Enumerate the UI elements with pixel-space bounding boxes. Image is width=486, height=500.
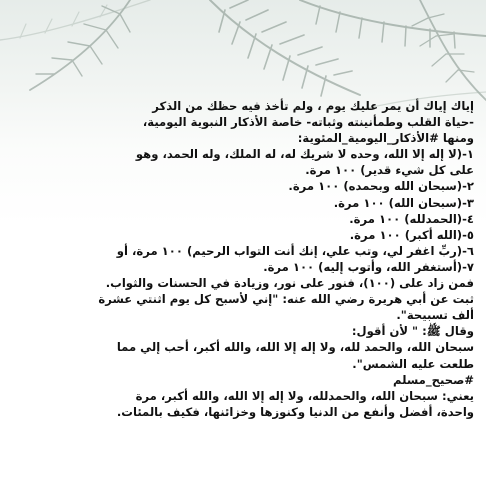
post-line: -حياة القلب وطمأنينته وثباته- خاصة الأذكار النبوية اليومية، bbox=[142, 115, 474, 130]
post-line: طلعت عليه الشمس". bbox=[352, 356, 474, 371]
post-line: إياك إياك أن يمر عليك يوم ، ولم تأخذ فيه حظك من الذكر bbox=[152, 99, 474, 113]
post-line: ٧-(أستغفر الله، وأتوب إليه) ١٠٠ مرة. bbox=[263, 259, 474, 274]
post-line: ٦-(ربِّ اغفر لي، وتب علي، إنك أنت التواب الرحيم) ١٠٠ مرة، أو bbox=[116, 243, 474, 258]
post-line: يعني: سبحان الله، والحمدلله، ولا إله إلا الله، والله أكبر، مرة bbox=[135, 388, 474, 403]
post-text bbox=[8, 98, 474, 420]
post-line: ثبت عن أبي هريرة رضي الله عنه: "إني لأسبح كل يوم اثنتي عشرة bbox=[98, 292, 474, 307]
post-line: وقال ﷺ: " لأن أقول: bbox=[351, 324, 474, 339]
post-line: واحدة، أفضل وأنفع من الدنيا وكنوزها وخزائنها، فكيف بالمئات. bbox=[116, 404, 474, 419]
post-line: ألف تسبيحة". bbox=[396, 308, 474, 323]
post-line: سبحان الله، والحمد لله، ولا إله إلا الله، والله أكبر، أحب إلي مما bbox=[116, 340, 474, 355]
post-line: فمن زاد على (١٠٠)، فنور على نور، وزيادة في الحسنات والثواب. bbox=[105, 276, 474, 291]
post-line: ومنها #الأذكار_اليومية_المئوية: bbox=[297, 131, 474, 146]
post-line: ٥-(الله أكبر) ١٠٠ مرة. bbox=[349, 227, 474, 242]
post-line: ٢-(سبحان الله وبحمده) ١٠٠ مرة. bbox=[288, 179, 474, 194]
post-line: ١-(لا إله إلا الله، وحده لا شريك له، له الملك، وله الحمد، وهو bbox=[135, 147, 474, 162]
post-line: على كل شيء قدير) ١٠٠ مرة. bbox=[305, 163, 474, 178]
post-line: ٤-(الحمدلله) ١٠٠ مرة. bbox=[349, 211, 474, 226]
post-line: ٣-(سبحان الله) ١٠٠ مرة. bbox=[333, 195, 474, 210]
post-line: #صحيح_مسلم bbox=[393, 372, 474, 387]
